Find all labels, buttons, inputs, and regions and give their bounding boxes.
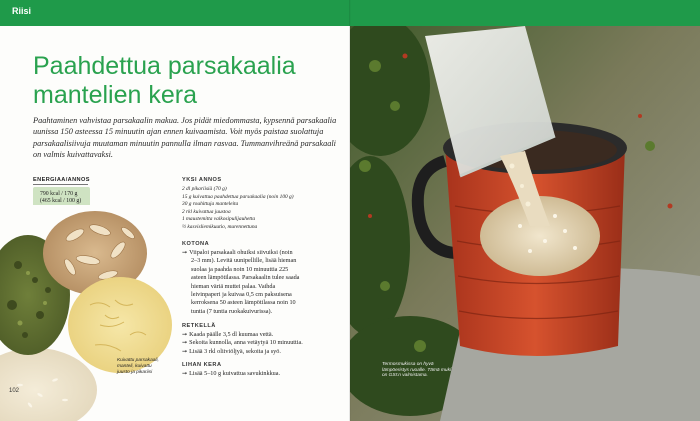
ingredient-item: ½ kasvisliemikuutio, murennettuna [182, 223, 258, 230]
ingredients-heading: YKSI ANNOS [182, 177, 222, 183]
step-text: Sekoita kunnolla, anna vetäytyä 10 minuuttia. [189, 339, 303, 347]
ingredients-photo [0, 205, 175, 421]
recipe-title-line-1: Paahdettua parsakaalia [33, 52, 296, 80]
kotona-line: suolaa ja paahda noin 10 minuuttia 225 [191, 265, 289, 273]
caption-line: juusto ja pikariisi [117, 369, 153, 375]
ingredient-item: 2 dl pikariisiä (70 g) [182, 186, 227, 192]
retkella-step [182, 348, 342, 356]
step-text: Kaada päälle 3,5 dl kuumaa vettä. [189, 331, 274, 338]
kotona-line: kerroksena 50 asteen lämpötilassa noin 10 [191, 299, 296, 307]
ingredient-item: 2 rkl kuivattua juustoa [182, 208, 231, 215]
kotona-line: leivinpaperi ja kuivaa 0,5 cm paksuisena [191, 291, 292, 299]
page-gutter [349, 0, 351, 421]
ingredient-item: 30 g rouhittuja manteleita [182, 201, 239, 208]
kotona-line [182, 249, 337, 257]
right-page [350, 0, 700, 421]
thermos-photo-caption [382, 362, 452, 379]
caption-line: lämpöeristys ruoalle. Tämä mukí [382, 367, 452, 373]
arrow-right-icon: ➞ [182, 347, 190, 355]
step-text: Lisää 3 rkl oliiviöljyä, sekoita ja syö. [189, 347, 281, 355]
energy-heading: ENERGIAA/ANNOS [33, 177, 90, 183]
section-header-bar [0, 0, 350, 26]
ingredients-section [182, 177, 342, 232]
section-tag: Riisi [12, 6, 32, 16]
caption-line: Kuivattu parsakaali, [117, 358, 159, 363]
retkella-section [182, 323, 342, 356]
kotona-line: tuntia (7 tuntia ruokakuivurissa). [191, 307, 273, 315]
kotona-section [182, 241, 337, 316]
ingredient-item: 15 g kuivattua paahdettua parsakaalia (noin 100 g) [182, 193, 294, 200]
caption-line: manteli, kuivattu [117, 363, 152, 369]
ingredient-item: 1 maustemitta valkosipulijauhetta [182, 216, 256, 223]
arrow-right-icon: ➞ [182, 331, 190, 338]
page-number: 102 [9, 388, 20, 394]
recipe-intro: Paahtaminen vahvistaa parsakaalin makua. Jos pidät miedommasta, kypsennä parsakaalia uunissa 150 asteessa 15 minuutin ajan ennen kuivaamista. Voit myös paistaa suolattuja parsakaalisiivuja muutaman minuutin pannulla ilman rasvaa. Tummanvihreänä parsakaali on valmis kuivattavaksi. [33, 116, 337, 159]
kotona-line: hieman väriä muttei palaa. Vaihda [191, 282, 276, 290]
ingredients-photo-caption [117, 358, 177, 375]
kotona-text [182, 249, 337, 316]
lihan-kera-section [182, 362, 342, 378]
lihan-kera-heading: LIHAN KERA [182, 362, 222, 368]
arrow-right-icon: ➞ [182, 370, 190, 377]
energy-line-1: 790 kcal / 170 g [40, 191, 78, 197]
kotona-heading: KOTONA [182, 241, 210, 247]
caption-line: on GSI:n valmistama. [382, 373, 428, 379]
step-text: Lisää 5–10 g kuivattua savukinkkua. [189, 370, 281, 377]
arrow-right-icon: ➞ [182, 249, 190, 256]
retkella-step [182, 339, 342, 347]
retkella-heading: RETKELLÄ [182, 323, 216, 329]
step-text: Viipaloi parsakaali ohuiksi siivuiksi (noin [189, 249, 293, 256]
recipe-title-line-2: mantelien kera [33, 81, 197, 109]
retkella-step [182, 331, 342, 339]
section-header-bar-right [350, 0, 700, 26]
energy-line-2: (465 kcal / 100 g) [40, 198, 82, 204]
kotona-line: 2–3 mm). Levitä uunipellille, lisää hieman [191, 257, 297, 265]
arrow-right-icon: ➞ [182, 339, 190, 347]
recipe-title [33, 52, 333, 110]
lihan-kera-step [182, 370, 342, 378]
kotona-line: asteen lämpötilassa. Parsakaalin tulee saada [191, 274, 300, 282]
caption-line: Termosmukissa on hyvä [382, 362, 434, 367]
